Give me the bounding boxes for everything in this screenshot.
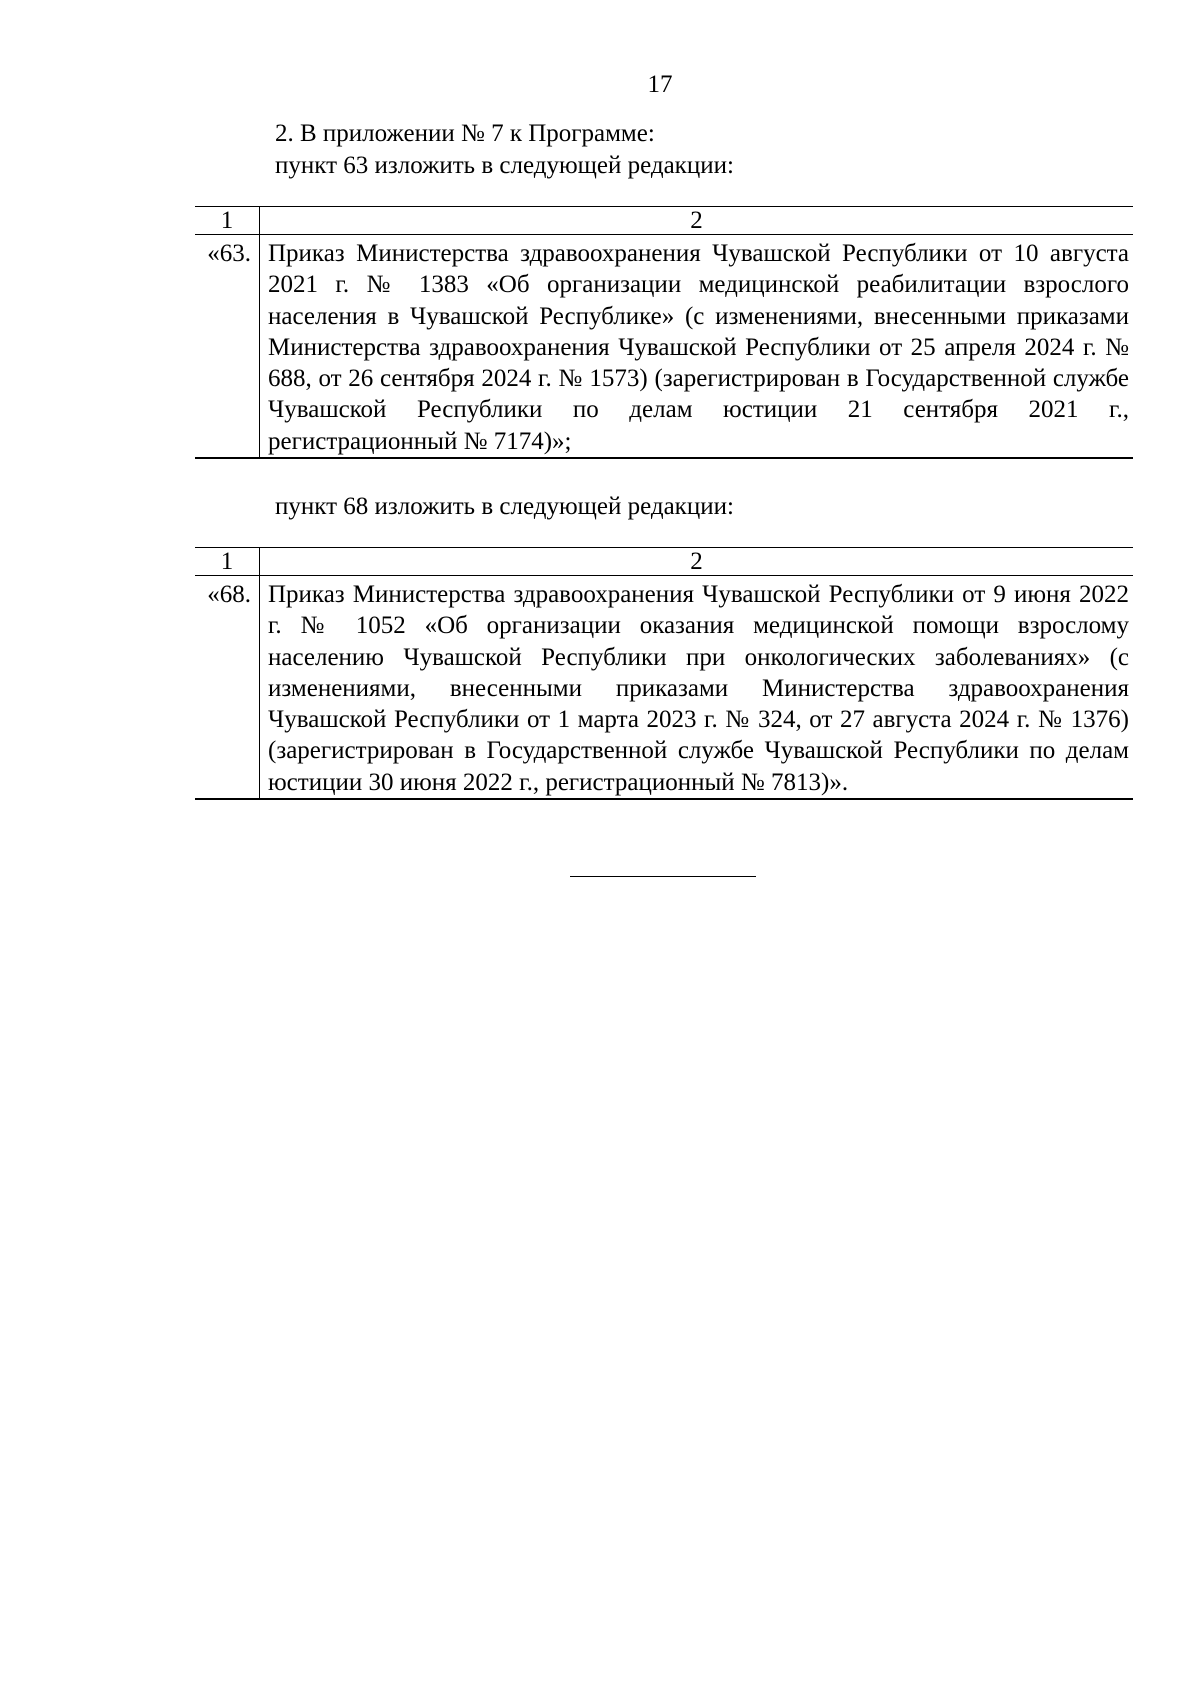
column-1-header: 1 bbox=[195, 548, 260, 576]
column-2-header: 2 bbox=[260, 207, 1134, 235]
page-number: 17 bbox=[647, 71, 673, 98]
item-number: «63. bbox=[195, 235, 260, 459]
item-text: Приказ Министерства здравоохранения Чувашской Республики от 9 июня 2022 г. № 1052 «Об организации оказания медицинской помощи взрослому населению Чувашской Республики при онкологических заболеваниях» (с изменениями, внесенными приказами Министерства здравоохранения Чувашской Республики от 1 марта 2023 г. № 324, от 27 августа 2024 г. № 1376) (зарегистрирован в Государственной службе Чувашской Республики по делам юстиции 30 июня 2022 г., регистрационный № 7813)». bbox=[260, 576, 1134, 800]
amendment-table-63 bbox=[195, 206, 1133, 459]
table-header-row bbox=[195, 548, 1133, 576]
intro-instruction: пункт 63 изложить в следующей редакции: bbox=[275, 152, 734, 179]
end-divider bbox=[570, 876, 756, 877]
table-row bbox=[195, 235, 1133, 459]
amendment-table-68 bbox=[195, 547, 1133, 800]
column-2-header: 2 bbox=[260, 548, 1134, 576]
item-text: Приказ Министерства здравоохранения Чувашской Республики от 10 августа 2021 г. № 1383 «Об организации медицинской реабилитации взрослого населения в Чувашской Республике» (с изменениями, внесенными приказами Министерства здравоохранения Чувашской Республики от 25 апреля 2024 г. № 688, от 26 сентября 2024 г. № 1573) (зарегистрирован в Государственной службе Чувашской Республики по делам юстиции 21 сентября 2021 г., регистрационный № 7174)»; bbox=[260, 235, 1134, 459]
intro-heading: 2. В приложении № 7 к Программе: bbox=[275, 120, 655, 147]
item-number: «68. bbox=[195, 576, 260, 800]
table-row bbox=[195, 576, 1133, 800]
table-header-row bbox=[195, 207, 1133, 235]
section-instruction: пункт 68 изложить в следующей редакции: bbox=[275, 493, 734, 520]
column-1-header: 1 bbox=[195, 207, 260, 235]
